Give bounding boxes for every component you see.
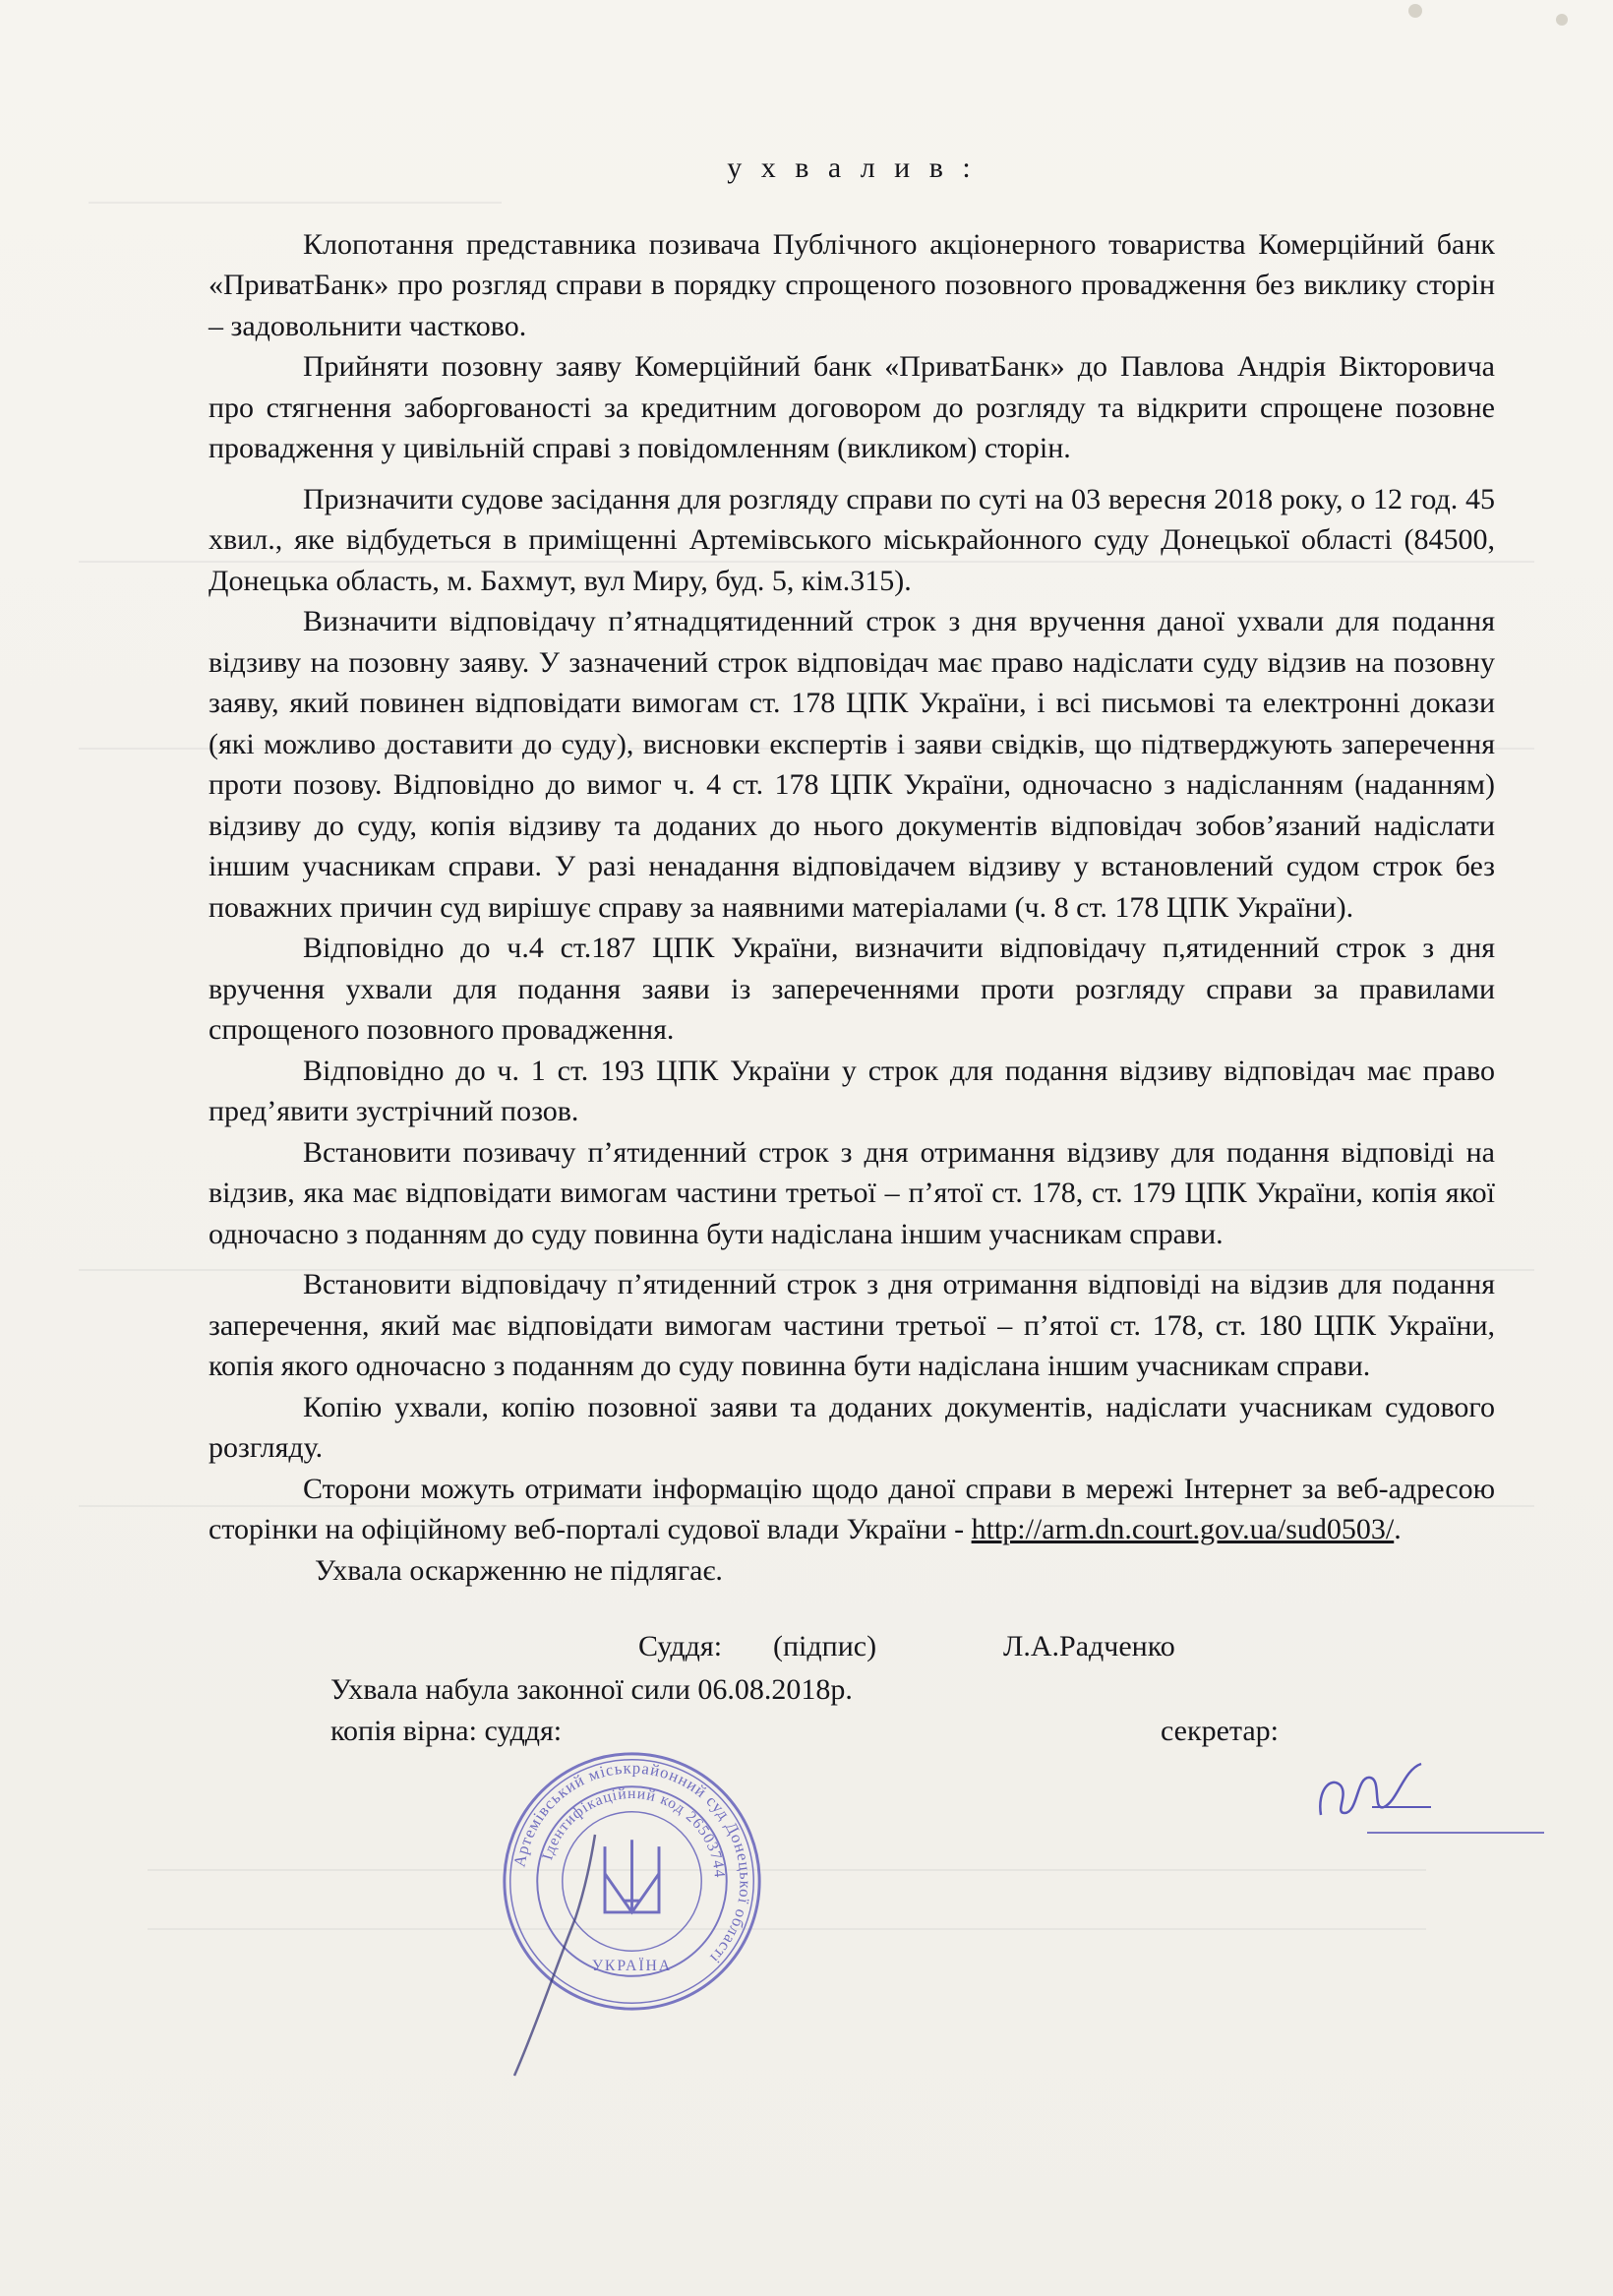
staple-mark — [1408, 4, 1422, 18]
judge-label: Суддя: — [638, 1630, 723, 1662]
paragraph-response-deadline: Визначити відповідачу п’ятнадцятиденний строк з дня вручення даної ухвали для подання відзиву на позовну заяву. У зазначений строк відповідач має право надіслати суду відзив на позовну заяву, який повинен відповідати вимогам ст. 178 ЦПК України, і всі письмові та електронні докази (які можливо доставити до суду), висновки експертів і заяви свідків, що підтверджують заперечення проти позову. Відповідно до вимог ч. 4 ст. 178 ЦПК України, одночасно з надісланням (наданням) відзиву до суду, копія відзиву та доданих до нього документів відповідач зобов’язаний надіслати іншим учасникам справи. У разі ненадання відповідачем відзиву у встановлений судом строк без поважних причин суд вирішує справу за наявними матеріалами (ч. 8 ст. 178 ЦПК України). — [209, 605, 1495, 924]
not-appealable-note: Ухвала оскарженню не підлягає. — [315, 1553, 723, 1587]
stamp-bottom-text: УКРАЇНА — [591, 1957, 673, 1974]
paragraph-objection: Відповідно до ч.4 ст.187 ЦПК України, визначити відповідачу п,ятиденний строк з дня вручення ухвали для подання заяви із запереченнями проти розгляду справи за правилами спрощеного позовного провадження. — [209, 932, 1495, 1046]
paragraph-send-copies: Копію ухвали, копію позовної заяви та доданих документів, надіслати учасникам судового розгляду. — [209, 1390, 1495, 1464]
paragraph-hearing-date: Призначити судове засідання для розгляду справи по суті на 03 вересня 2018 року, о 12 год. 45 хвил., яке відбудеться в приміщенні Артемівського міськрайонного суду Донецької області (84500, Донецька область, м. Бахмут, вул Миру, буд. 5, кім.315). — [209, 482, 1495, 597]
secretary-label: секретар: — [1161, 1715, 1280, 1747]
secretary-signature — [1313, 1756, 1431, 1830]
link-period: . — [1394, 1513, 1402, 1545]
paragraph-accept-claim: Прийняти позовну заяву Комерційний банк «ПриватБанк» до Павлова Андрія Вікторовича про стягнення заборгованості за кредитним договором до розгляду та відкрити спрощене позовне провадження у цивільній справі з повідомленням (викликом) сторін. — [209, 350, 1495, 464]
svg-text:Ідентифікаційний код 26503744: Ідентифікаційний код 26503744 — [539, 1785, 728, 1879]
bleed-through-line — [148, 1928, 1426, 1930]
signed-mark: (підпис) — [773, 1630, 877, 1662]
paragraph-motion: Клопотання представника позивача Публічного акціонерного товариства Комерційний банк «ПриватБанк» про розгляд справи в порядку спрощеного позовного провадження без виклику сторін – задовольнити частково. — [209, 227, 1495, 342]
court-portal-link[interactable]: http://arm.dn.court.gov.ua/sud0503/ — [971, 1513, 1395, 1545]
copy-true-label: копія вірна: суддя: — [330, 1715, 563, 1747]
judge-signature-row — [209, 1626, 1495, 1669]
bleed-through-line — [148, 1869, 1426, 1871]
svg-text:Артемівський міськрайонний суд: Артемівський міськрайонний суд Донецької області — [509, 1758, 755, 1968]
internet-info-text: Сторони можуть отримати інформацію щодо даної справи в мережі Інтернет за веб-адресою сторінки на офіційному веб-порталі судової влади України - — [209, 1472, 1495, 1545]
paragraph-counterclaim: Відповідно до ч. 1 ст. 193 ЦПК України у строк для подання відзиву відповідач має право пред’явити зустрічний позов. — [209, 1054, 1495, 1127]
pen-stroke — [497, 1830, 634, 2085]
certified-copy-row — [209, 1711, 1495, 1752]
paragraph-internet-info — [209, 1469, 1495, 1550]
effective-date-row — [209, 1669, 1495, 1711]
staple-mark — [1556, 14, 1568, 26]
paragraph-defendant-objection: Встановити відповідачу п’ятиденний строк з дня отримання відповіді на відзив для подання заперечення, який має відповідати вимогам частини третьої – п’ятої ст. 178, ст. 180 ЦПК України, копія якого одночасно з поданням до суду повинна бути надіслана іншим учасникам справи. — [209, 1268, 1495, 1382]
ruling-heading: у х в а л и в : — [727, 151, 977, 184]
signature-underline — [1367, 1832, 1544, 1834]
paragraph-plaintiff-reply: Встановити позивачу п’ятиденний строк з дня отримання відзиву для подання відповіді на відзив, яка має відповідати вимогам частини третьої – п’ятої ст. 178, ст. 179 ЦПК України, копія якої одночасно з поданням до суду повинна бути надіслана іншим учасникам справи. — [209, 1135, 1495, 1250]
effective-note: Ухвала набула законної сили 06.08.2018р. — [330, 1673, 853, 1706]
court-ruling-text — [209, 148, 1495, 1752]
judge-name: Л.А.Радченко — [1003, 1630, 1175, 1662]
